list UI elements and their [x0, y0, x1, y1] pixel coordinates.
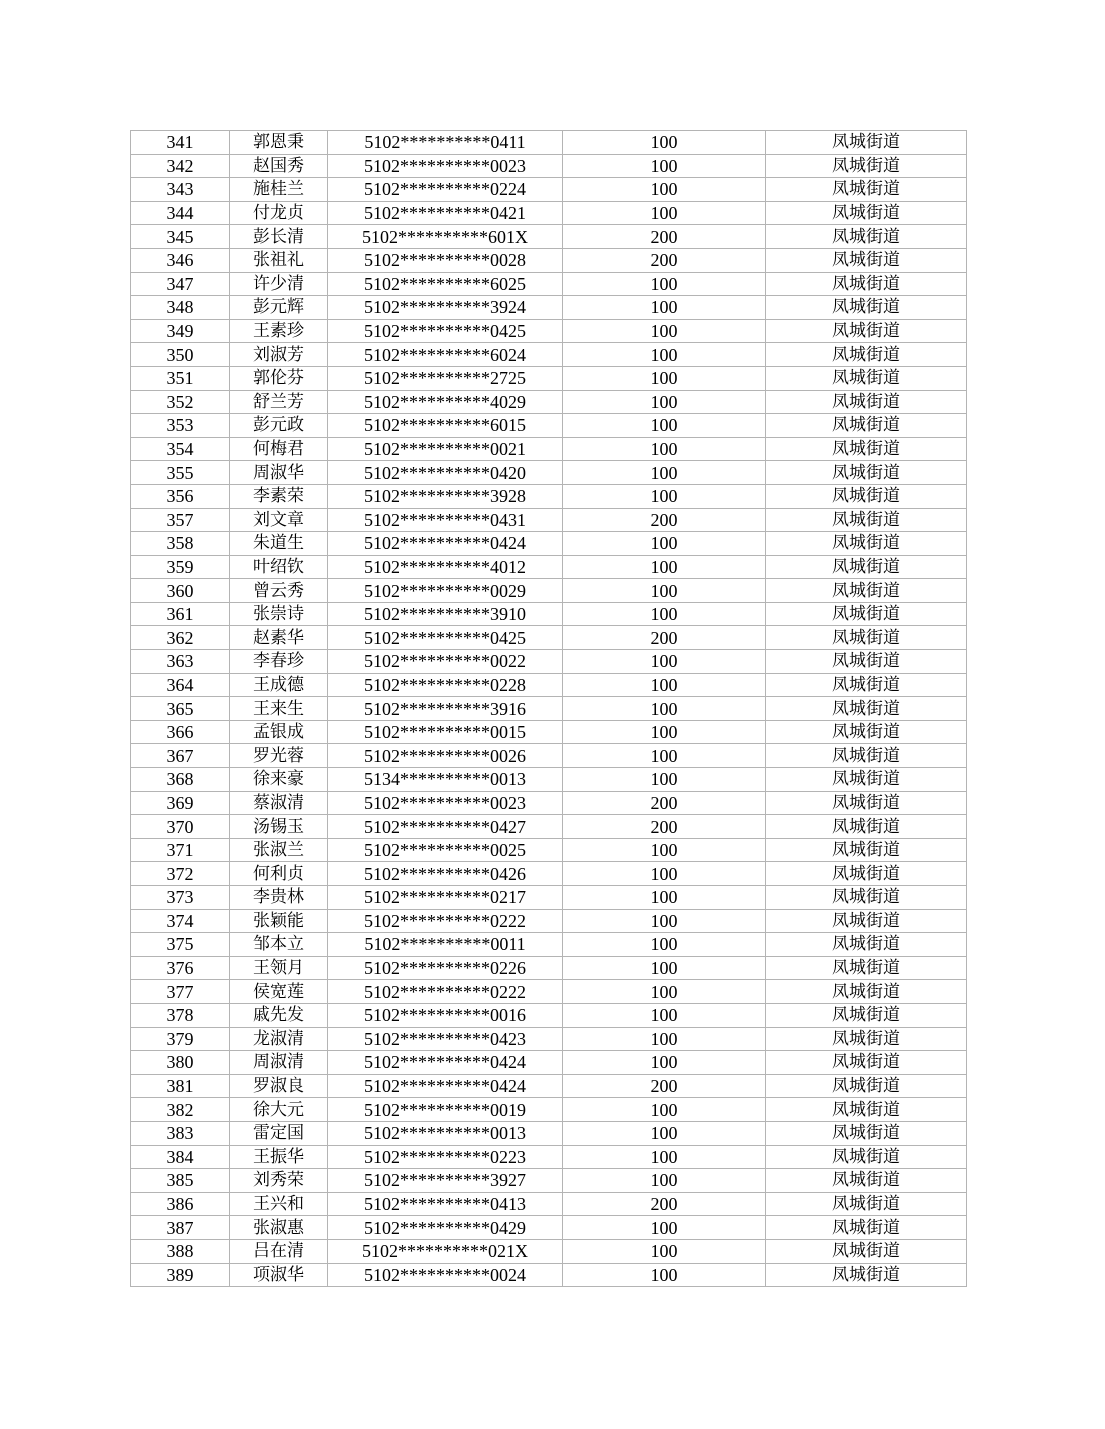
- name-cell: 许少清: [230, 272, 328, 296]
- row-number-cell: 349: [131, 319, 230, 343]
- street-cell: 凤城街道: [766, 602, 967, 626]
- table-row: [131, 131, 967, 155]
- amount-cell: 100: [563, 319, 766, 343]
- amount-cell: 200: [563, 1074, 766, 1098]
- id-number-cell: 5102**********0019: [328, 1098, 563, 1122]
- roster-table-body: [131, 131, 967, 1287]
- name-cell: 何利贞: [230, 862, 328, 886]
- table-row: [131, 886, 967, 910]
- street-cell: 凤城街道: [766, 697, 967, 721]
- id-number-cell: 5102**********6015: [328, 414, 563, 438]
- street-cell: 凤城街道: [766, 1263, 967, 1287]
- street-cell: 凤城街道: [766, 555, 967, 579]
- table-row: [131, 1216, 967, 1240]
- id-number-cell: 5102**********0429: [328, 1216, 563, 1240]
- name-cell: 雷定国: [230, 1121, 328, 1145]
- row-number-cell: 388: [131, 1239, 230, 1263]
- amount-cell: 100: [563, 720, 766, 744]
- id-number-cell: 5102**********0222: [328, 980, 563, 1004]
- row-number-cell: 375: [131, 933, 230, 957]
- amount-cell: 100: [563, 886, 766, 910]
- street-cell: 凤城街道: [766, 720, 967, 744]
- name-cell: 孟银成: [230, 720, 328, 744]
- id-number-cell: 5102**********0022: [328, 650, 563, 674]
- name-cell: 王素珍: [230, 319, 328, 343]
- id-number-cell: 5102**********0026: [328, 744, 563, 768]
- name-cell: 张淑兰: [230, 838, 328, 862]
- row-number-cell: 389: [131, 1263, 230, 1287]
- table-row: [131, 437, 967, 461]
- id-number-cell: 5102**********6024: [328, 343, 563, 367]
- row-number-cell: 377: [131, 980, 230, 1004]
- id-number-cell: 5102**********0413: [328, 1192, 563, 1216]
- table-row: [131, 343, 967, 367]
- name-cell: 郭伦芬: [230, 366, 328, 390]
- street-cell: 凤城街道: [766, 366, 967, 390]
- row-number-cell: 344: [131, 201, 230, 225]
- street-cell: 凤城街道: [766, 909, 967, 933]
- street-cell: 凤城街道: [766, 131, 967, 155]
- street-cell: 凤城街道: [766, 815, 967, 839]
- id-number-cell: 5102**********0016: [328, 1003, 563, 1027]
- row-number-cell: 379: [131, 1027, 230, 1051]
- row-number-cell: 342: [131, 154, 230, 178]
- id-number-cell: 5102**********0431: [328, 508, 563, 532]
- street-cell: 凤城街道: [766, 1003, 967, 1027]
- amount-cell: 100: [563, 768, 766, 792]
- street-cell: 凤城街道: [766, 1192, 967, 1216]
- table-row: [131, 602, 967, 626]
- amount-cell: 100: [563, 1239, 766, 1263]
- table-row: [131, 154, 967, 178]
- name-cell: 张崇诗: [230, 602, 328, 626]
- row-number-cell: 346: [131, 248, 230, 272]
- amount-cell: 200: [563, 626, 766, 650]
- table-row: [131, 791, 967, 815]
- street-cell: 凤城街道: [766, 1051, 967, 1075]
- table-row: [131, 768, 967, 792]
- amount-cell: 100: [563, 1169, 766, 1193]
- row-number-cell: 382: [131, 1098, 230, 1122]
- table-row: [131, 366, 967, 390]
- amount-cell: 200: [563, 1192, 766, 1216]
- row-number-cell: 361: [131, 602, 230, 626]
- street-cell: 凤城街道: [766, 1121, 967, 1145]
- id-number-cell: 5102**********0420: [328, 461, 563, 485]
- name-cell: 施桂兰: [230, 178, 328, 202]
- name-cell: 赵素华: [230, 626, 328, 650]
- amount-cell: 100: [563, 602, 766, 626]
- amount-cell: 100: [563, 1121, 766, 1145]
- street-cell: 凤城街道: [766, 791, 967, 815]
- id-number-cell: 5102**********0222: [328, 909, 563, 933]
- name-cell: 付龙贞: [230, 201, 328, 225]
- amount-cell: 100: [563, 555, 766, 579]
- table-row: [131, 1145, 967, 1169]
- amount-cell: 100: [563, 1263, 766, 1287]
- row-number-cell: 368: [131, 768, 230, 792]
- table-row: [131, 673, 967, 697]
- name-cell: 罗光蓉: [230, 744, 328, 768]
- amount-cell: 100: [563, 1027, 766, 1051]
- name-cell: 朱道生: [230, 532, 328, 556]
- id-number-cell: 5102**********0226: [328, 956, 563, 980]
- row-number-cell: 376: [131, 956, 230, 980]
- street-cell: 凤城街道: [766, 272, 967, 296]
- table-row: [131, 461, 967, 485]
- id-number-cell: 5102**********3928: [328, 484, 563, 508]
- name-cell: 张颖能: [230, 909, 328, 933]
- name-cell: 戚先发: [230, 1003, 328, 1027]
- id-number-cell: 5102**********0024: [328, 1263, 563, 1287]
- row-number-cell: 357: [131, 508, 230, 532]
- amount-cell: 100: [563, 296, 766, 320]
- row-number-cell: 362: [131, 626, 230, 650]
- amount-cell: 100: [563, 744, 766, 768]
- id-number-cell: 5102**********0023: [328, 791, 563, 815]
- row-number-cell: 360: [131, 579, 230, 603]
- name-cell: 彭长清: [230, 225, 328, 249]
- name-cell: 周淑清: [230, 1051, 328, 1075]
- table-row: [131, 1074, 967, 1098]
- table-row: [131, 508, 967, 532]
- street-cell: 凤城街道: [766, 437, 967, 461]
- amount-cell: 100: [563, 673, 766, 697]
- street-cell: 凤城街道: [766, 744, 967, 768]
- id-number-cell: 5102**********0029: [328, 579, 563, 603]
- amount-cell: 200: [563, 248, 766, 272]
- row-number-cell: 348: [131, 296, 230, 320]
- name-cell: 王振华: [230, 1145, 328, 1169]
- id-number-cell: 5102**********021X: [328, 1239, 563, 1263]
- table-row: [131, 532, 967, 556]
- name-cell: 刘淑芳: [230, 343, 328, 367]
- row-number-cell: 350: [131, 343, 230, 367]
- row-number-cell: 347: [131, 272, 230, 296]
- name-cell: 刘文章: [230, 508, 328, 532]
- table-row: [131, 1263, 967, 1287]
- row-number-cell: 364: [131, 673, 230, 697]
- table-row: [131, 1121, 967, 1145]
- row-number-cell: 371: [131, 838, 230, 862]
- name-cell: 王成德: [230, 673, 328, 697]
- row-number-cell: 352: [131, 390, 230, 414]
- street-cell: 凤城街道: [766, 1145, 967, 1169]
- name-cell: 侯宽莲: [230, 980, 328, 1004]
- table-row: [131, 390, 967, 414]
- street-cell: 凤城街道: [766, 579, 967, 603]
- id-number-cell: 5102**********0411: [328, 131, 563, 155]
- amount-cell: 100: [563, 390, 766, 414]
- amount-cell: 100: [563, 862, 766, 886]
- id-number-cell: 5102**********0013: [328, 1121, 563, 1145]
- name-cell: 李素荣: [230, 484, 328, 508]
- street-cell: 凤城街道: [766, 225, 967, 249]
- table-row: [131, 225, 967, 249]
- street-cell: 凤城街道: [766, 414, 967, 438]
- id-number-cell: 5102**********4029: [328, 390, 563, 414]
- row-number-cell: 385: [131, 1169, 230, 1193]
- row-number-cell: 387: [131, 1216, 230, 1240]
- row-number-cell: 367: [131, 744, 230, 768]
- street-cell: 凤城街道: [766, 201, 967, 225]
- roster-table: [130, 130, 967, 1287]
- name-cell: 龙淑清: [230, 1027, 328, 1051]
- name-cell: 郭恩秉: [230, 131, 328, 155]
- amount-cell: 100: [563, 909, 766, 933]
- id-number-cell: 5102**********0015: [328, 720, 563, 744]
- street-cell: 凤城街道: [766, 390, 967, 414]
- street-cell: 凤城街道: [766, 838, 967, 862]
- row-number-cell: 358: [131, 532, 230, 556]
- name-cell: 周淑华: [230, 461, 328, 485]
- street-cell: 凤城街道: [766, 862, 967, 886]
- row-number-cell: 378: [131, 1003, 230, 1027]
- table-row: [131, 201, 967, 225]
- row-number-cell: 359: [131, 555, 230, 579]
- row-number-cell: 351: [131, 366, 230, 390]
- street-cell: 凤城街道: [766, 154, 967, 178]
- amount-cell: 100: [563, 980, 766, 1004]
- id-number-cell: 5102**********0023: [328, 154, 563, 178]
- amount-cell: 100: [563, 579, 766, 603]
- amount-cell: 100: [563, 956, 766, 980]
- street-cell: 凤城街道: [766, 461, 967, 485]
- row-number-cell: 386: [131, 1192, 230, 1216]
- name-cell: 汤锡玉: [230, 815, 328, 839]
- amount-cell: 100: [563, 437, 766, 461]
- street-cell: 凤城街道: [766, 626, 967, 650]
- row-number-cell: 372: [131, 862, 230, 886]
- table-row: [131, 579, 967, 603]
- amount-cell: 100: [563, 1003, 766, 1027]
- table-row: [131, 862, 967, 886]
- street-cell: 凤城街道: [766, 1216, 967, 1240]
- row-number-cell: 380: [131, 1051, 230, 1075]
- street-cell: 凤城街道: [766, 508, 967, 532]
- street-cell: 凤城街道: [766, 319, 967, 343]
- street-cell: 凤城街道: [766, 956, 967, 980]
- amount-cell: 100: [563, 272, 766, 296]
- row-number-cell: 356: [131, 484, 230, 508]
- id-number-cell: 5102**********4012: [328, 555, 563, 579]
- name-cell: 蔡淑清: [230, 791, 328, 815]
- table-row: [131, 555, 967, 579]
- table-row: [131, 296, 967, 320]
- table-row: [131, 626, 967, 650]
- table-row: [131, 909, 967, 933]
- amount-cell: 100: [563, 697, 766, 721]
- table-row: [131, 1239, 967, 1263]
- id-number-cell: 5102**********0021: [328, 437, 563, 461]
- table-row: [131, 1192, 967, 1216]
- id-number-cell: 5102**********0028: [328, 248, 563, 272]
- table-row: [131, 1169, 967, 1193]
- amount-cell: 100: [563, 178, 766, 202]
- name-cell: 徐大元: [230, 1098, 328, 1122]
- street-cell: 凤城街道: [766, 343, 967, 367]
- table-row: [131, 1027, 967, 1051]
- row-number-cell: 381: [131, 1074, 230, 1098]
- id-number-cell: 5102**********0423: [328, 1027, 563, 1051]
- id-number-cell: 5102**********0426: [328, 862, 563, 886]
- street-cell: 凤城街道: [766, 1169, 967, 1193]
- name-cell: 邹本立: [230, 933, 328, 957]
- street-cell: 凤城街道: [766, 768, 967, 792]
- name-cell: 王兴和: [230, 1192, 328, 1216]
- table-row: [131, 248, 967, 272]
- id-number-cell: 5102**********0011: [328, 933, 563, 957]
- id-number-cell: 5102**********0224: [328, 178, 563, 202]
- id-number-cell: 5102**********0427: [328, 815, 563, 839]
- table-row: [131, 744, 967, 768]
- row-number-cell: 366: [131, 720, 230, 744]
- street-cell: 凤城街道: [766, 484, 967, 508]
- table-row: [131, 1098, 967, 1122]
- amount-cell: 100: [563, 1098, 766, 1122]
- amount-cell: 100: [563, 366, 766, 390]
- row-number-cell: 345: [131, 225, 230, 249]
- street-cell: 凤城街道: [766, 1098, 967, 1122]
- row-number-cell: 353: [131, 414, 230, 438]
- id-number-cell: 5102**********3910: [328, 602, 563, 626]
- street-cell: 凤城街道: [766, 1074, 967, 1098]
- row-number-cell: 370: [131, 815, 230, 839]
- id-number-cell: 5102**********0425: [328, 319, 563, 343]
- id-number-cell: 5102**********0025: [328, 838, 563, 862]
- id-number-cell: 5102**********6025: [328, 272, 563, 296]
- street-cell: 凤城街道: [766, 248, 967, 272]
- table-row: [131, 697, 967, 721]
- id-number-cell: 5102**********0217: [328, 886, 563, 910]
- amount-cell: 100: [563, 154, 766, 178]
- name-cell: 罗淑良: [230, 1074, 328, 1098]
- id-number-cell: 5102**********2725: [328, 366, 563, 390]
- id-number-cell: 5102**********3916: [328, 697, 563, 721]
- name-cell: 张淑惠: [230, 1216, 328, 1240]
- table-row: [131, 1003, 967, 1027]
- id-number-cell: 5102**********0223: [328, 1145, 563, 1169]
- id-number-cell: 5102**********0228: [328, 673, 563, 697]
- row-number-cell: 341: [131, 131, 230, 155]
- name-cell: 李春珍: [230, 650, 328, 674]
- table-row: [131, 838, 967, 862]
- amount-cell: 100: [563, 131, 766, 155]
- table-row: [131, 650, 967, 674]
- amount-cell: 200: [563, 815, 766, 839]
- street-cell: 凤城街道: [766, 1239, 967, 1263]
- street-cell: 凤城街道: [766, 532, 967, 556]
- amount-cell: 100: [563, 532, 766, 556]
- id-number-cell: 5134**********0013: [328, 768, 563, 792]
- street-cell: 凤城街道: [766, 886, 967, 910]
- name-cell: 项淑华: [230, 1263, 328, 1287]
- row-number-cell: 343: [131, 178, 230, 202]
- amount-cell: 100: [563, 201, 766, 225]
- street-cell: 凤城街道: [766, 980, 967, 1004]
- street-cell: 凤城街道: [766, 650, 967, 674]
- table-row: [131, 980, 967, 1004]
- row-number-cell: 383: [131, 1121, 230, 1145]
- amount-cell: 100: [563, 1145, 766, 1169]
- row-number-cell: 369: [131, 791, 230, 815]
- row-number-cell: 354: [131, 437, 230, 461]
- street-cell: 凤城街道: [766, 1027, 967, 1051]
- amount-cell: 100: [563, 933, 766, 957]
- name-cell: 吕在清: [230, 1239, 328, 1263]
- table-row: [131, 720, 967, 744]
- id-number-cell: 5102**********0421: [328, 201, 563, 225]
- id-number-cell: 5102**********3927: [328, 1169, 563, 1193]
- name-cell: 徐来豪: [230, 768, 328, 792]
- name-cell: 王来生: [230, 697, 328, 721]
- table-row: [131, 272, 967, 296]
- table-row: [131, 414, 967, 438]
- amount-cell: 100: [563, 461, 766, 485]
- id-number-cell: 5102**********0424: [328, 1074, 563, 1098]
- id-number-cell: 5102**********3924: [328, 296, 563, 320]
- row-number-cell: 363: [131, 650, 230, 674]
- amount-cell: 100: [563, 1216, 766, 1240]
- amount-cell: 200: [563, 225, 766, 249]
- name-cell: 王领月: [230, 956, 328, 980]
- name-cell: 赵国秀: [230, 154, 328, 178]
- street-cell: 凤城街道: [766, 673, 967, 697]
- table-row: [131, 319, 967, 343]
- table-row: [131, 484, 967, 508]
- table-row: [131, 178, 967, 202]
- name-cell: 何梅君: [230, 437, 328, 461]
- name-cell: 曾云秀: [230, 579, 328, 603]
- amount-cell: 100: [563, 343, 766, 367]
- table-row: [131, 956, 967, 980]
- id-number-cell: 5102**********0425: [328, 626, 563, 650]
- name-cell: 李贵林: [230, 886, 328, 910]
- name-cell: 刘秀荣: [230, 1169, 328, 1193]
- amount-cell: 100: [563, 1051, 766, 1075]
- name-cell: 彭元政: [230, 414, 328, 438]
- name-cell: 张祖礼: [230, 248, 328, 272]
- name-cell: 叶绍钦: [230, 555, 328, 579]
- id-number-cell: 5102**********0424: [328, 532, 563, 556]
- amount-cell: 200: [563, 508, 766, 532]
- row-number-cell: 384: [131, 1145, 230, 1169]
- amount-cell: 100: [563, 650, 766, 674]
- table-row: [131, 1051, 967, 1075]
- amount-cell: 200: [563, 791, 766, 815]
- row-number-cell: 373: [131, 886, 230, 910]
- row-number-cell: 365: [131, 697, 230, 721]
- id-number-cell: 5102**********601X: [328, 225, 563, 249]
- table-row: [131, 815, 967, 839]
- amount-cell: 100: [563, 484, 766, 508]
- id-number-cell: 5102**********0424: [328, 1051, 563, 1075]
- street-cell: 凤城街道: [766, 933, 967, 957]
- table-row: [131, 933, 967, 957]
- street-cell: 凤城街道: [766, 296, 967, 320]
- row-number-cell: 374: [131, 909, 230, 933]
- name-cell: 舒兰芳: [230, 390, 328, 414]
- street-cell: 凤城街道: [766, 178, 967, 202]
- amount-cell: 100: [563, 838, 766, 862]
- amount-cell: 100: [563, 414, 766, 438]
- row-number-cell: 355: [131, 461, 230, 485]
- name-cell: 彭元辉: [230, 296, 328, 320]
